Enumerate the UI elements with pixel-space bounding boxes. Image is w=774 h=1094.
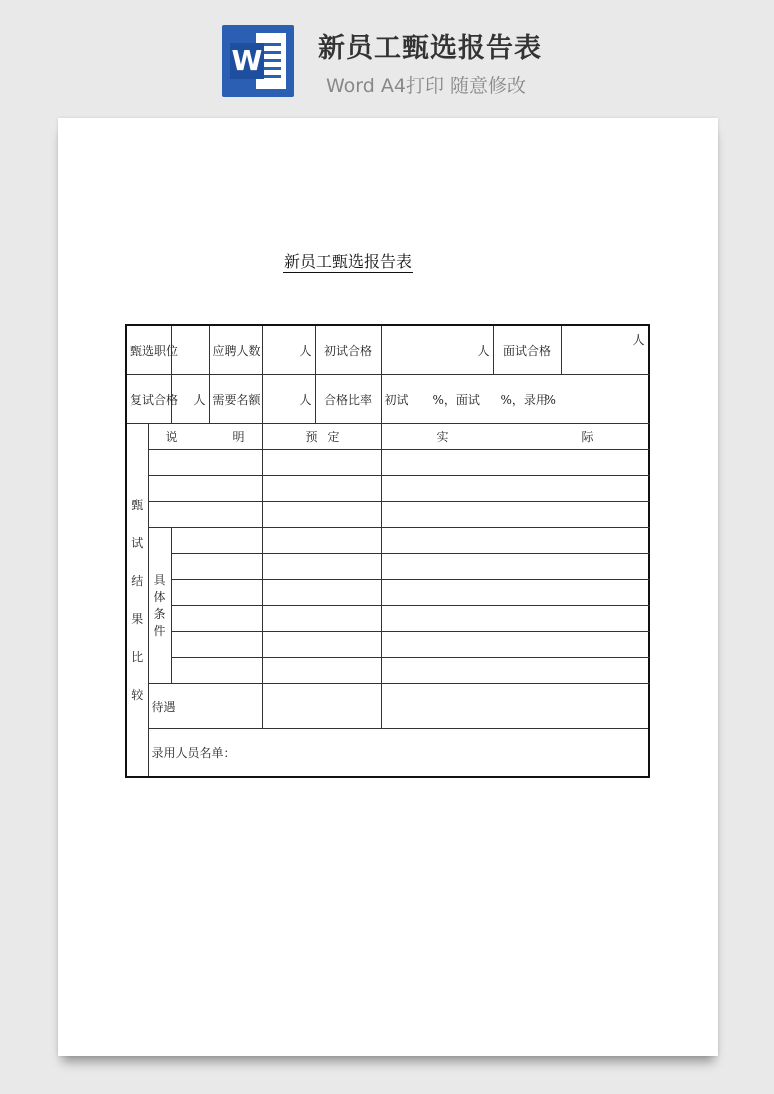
interview-pass-field[interactable] xyxy=(561,325,649,375)
treatment-label: 待遇 xyxy=(148,684,262,729)
condition-desc-cell[interactable] xyxy=(171,632,262,658)
pass-ratio-field[interactable] xyxy=(381,375,649,424)
actual-cell[interactable] xyxy=(381,632,649,658)
page-subtitle: Word A4打印 随意修改 xyxy=(326,75,527,97)
first-pass-field[interactable]: 人 xyxy=(381,325,493,375)
table-row xyxy=(126,729,649,778)
ratio-pct-3: % xyxy=(544,392,556,407)
plan-cell[interactable] xyxy=(262,476,381,502)
table-row xyxy=(126,580,649,606)
plan-cell[interactable] xyxy=(262,632,381,658)
desc-cell[interactable] xyxy=(148,450,262,476)
table-row xyxy=(126,606,649,632)
plan-cell[interactable] xyxy=(262,450,381,476)
document-title-text: 新员工甄选报告表 xyxy=(283,252,412,271)
condition-desc-cell[interactable] xyxy=(171,658,262,684)
retest-pass-label: 复试合格 xyxy=(126,375,171,424)
col-description-header: 说 明 xyxy=(148,424,262,450)
plan-cell[interactable] xyxy=(262,528,381,554)
applicants-field[interactable]: 人 xyxy=(262,325,315,375)
conditions-label: 具 体 条 件 xyxy=(148,528,171,684)
table-row xyxy=(126,528,649,554)
comparison-side-label: 甄 试 结 果 比 较 xyxy=(126,424,148,778)
col-actual-header: 实 际 xyxy=(381,424,649,450)
actual-cell[interactable] xyxy=(381,580,649,606)
word-letter: W xyxy=(231,44,263,77)
header-bar xyxy=(0,0,774,112)
needed-field[interactable]: 人 xyxy=(262,375,315,424)
plan-cell[interactable] xyxy=(262,502,381,528)
table-row xyxy=(126,632,649,658)
document-page xyxy=(58,118,718,1056)
plan-cell[interactable] xyxy=(262,580,381,606)
plan-cell[interactable] xyxy=(262,554,381,580)
condition-desc-cell[interactable] xyxy=(171,606,262,632)
actual-cell[interactable] xyxy=(381,658,649,684)
actual-cell[interactable] xyxy=(381,554,649,580)
document-title xyxy=(58,249,638,272)
position-label: 甄选职位 xyxy=(126,325,171,375)
desc-cell[interactable] xyxy=(148,502,262,528)
actual-cell[interactable] xyxy=(381,450,649,476)
retest-pass-field[interactable]: 人 xyxy=(171,375,209,424)
condition-desc-cell[interactable] xyxy=(171,528,262,554)
table-row xyxy=(126,476,649,502)
col-planned-header: 预 定 xyxy=(262,424,381,450)
actual-cell[interactable] xyxy=(381,528,649,554)
desc-cell[interactable] xyxy=(148,476,262,502)
condition-desc-cell[interactable] xyxy=(171,580,262,606)
plan-cell[interactable] xyxy=(262,684,381,729)
actual-cell[interactable] xyxy=(381,606,649,632)
selection-report-table xyxy=(125,324,650,778)
ratio-first: 初试 xyxy=(384,392,409,407)
interview-pass-unit: 人 xyxy=(632,333,645,347)
table-row xyxy=(126,375,649,424)
word-document-icon xyxy=(222,25,294,97)
needed-label: 需要名额 xyxy=(209,375,262,424)
ratio-pct-2: %，录用 xyxy=(500,392,548,407)
actual-cell[interactable] xyxy=(381,502,649,528)
page-title: 新员工甄选报告表 xyxy=(318,33,542,64)
actual-cell[interactable] xyxy=(381,684,649,729)
table-row xyxy=(126,658,649,684)
plan-cell[interactable] xyxy=(262,606,381,632)
first-pass-label: 初试合格 xyxy=(315,325,381,375)
pass-ratio-label: 合格比率 xyxy=(315,375,381,424)
actual-cell[interactable] xyxy=(381,476,649,502)
ratio-pct-1: %，面试 xyxy=(432,392,480,407)
condition-desc-cell[interactable] xyxy=(171,554,262,580)
applicants-label: 应聘人数 xyxy=(209,325,262,375)
plan-cell[interactable] xyxy=(262,658,381,684)
table-row xyxy=(126,502,649,528)
table-row xyxy=(126,684,649,729)
interview-pass-label: 面试合格 xyxy=(493,325,561,375)
table-row xyxy=(126,325,649,375)
table-row xyxy=(126,424,649,450)
table-row xyxy=(126,554,649,580)
hired-list-field[interactable]: 录用人员名单： xyxy=(148,729,649,778)
table-row xyxy=(126,450,649,476)
